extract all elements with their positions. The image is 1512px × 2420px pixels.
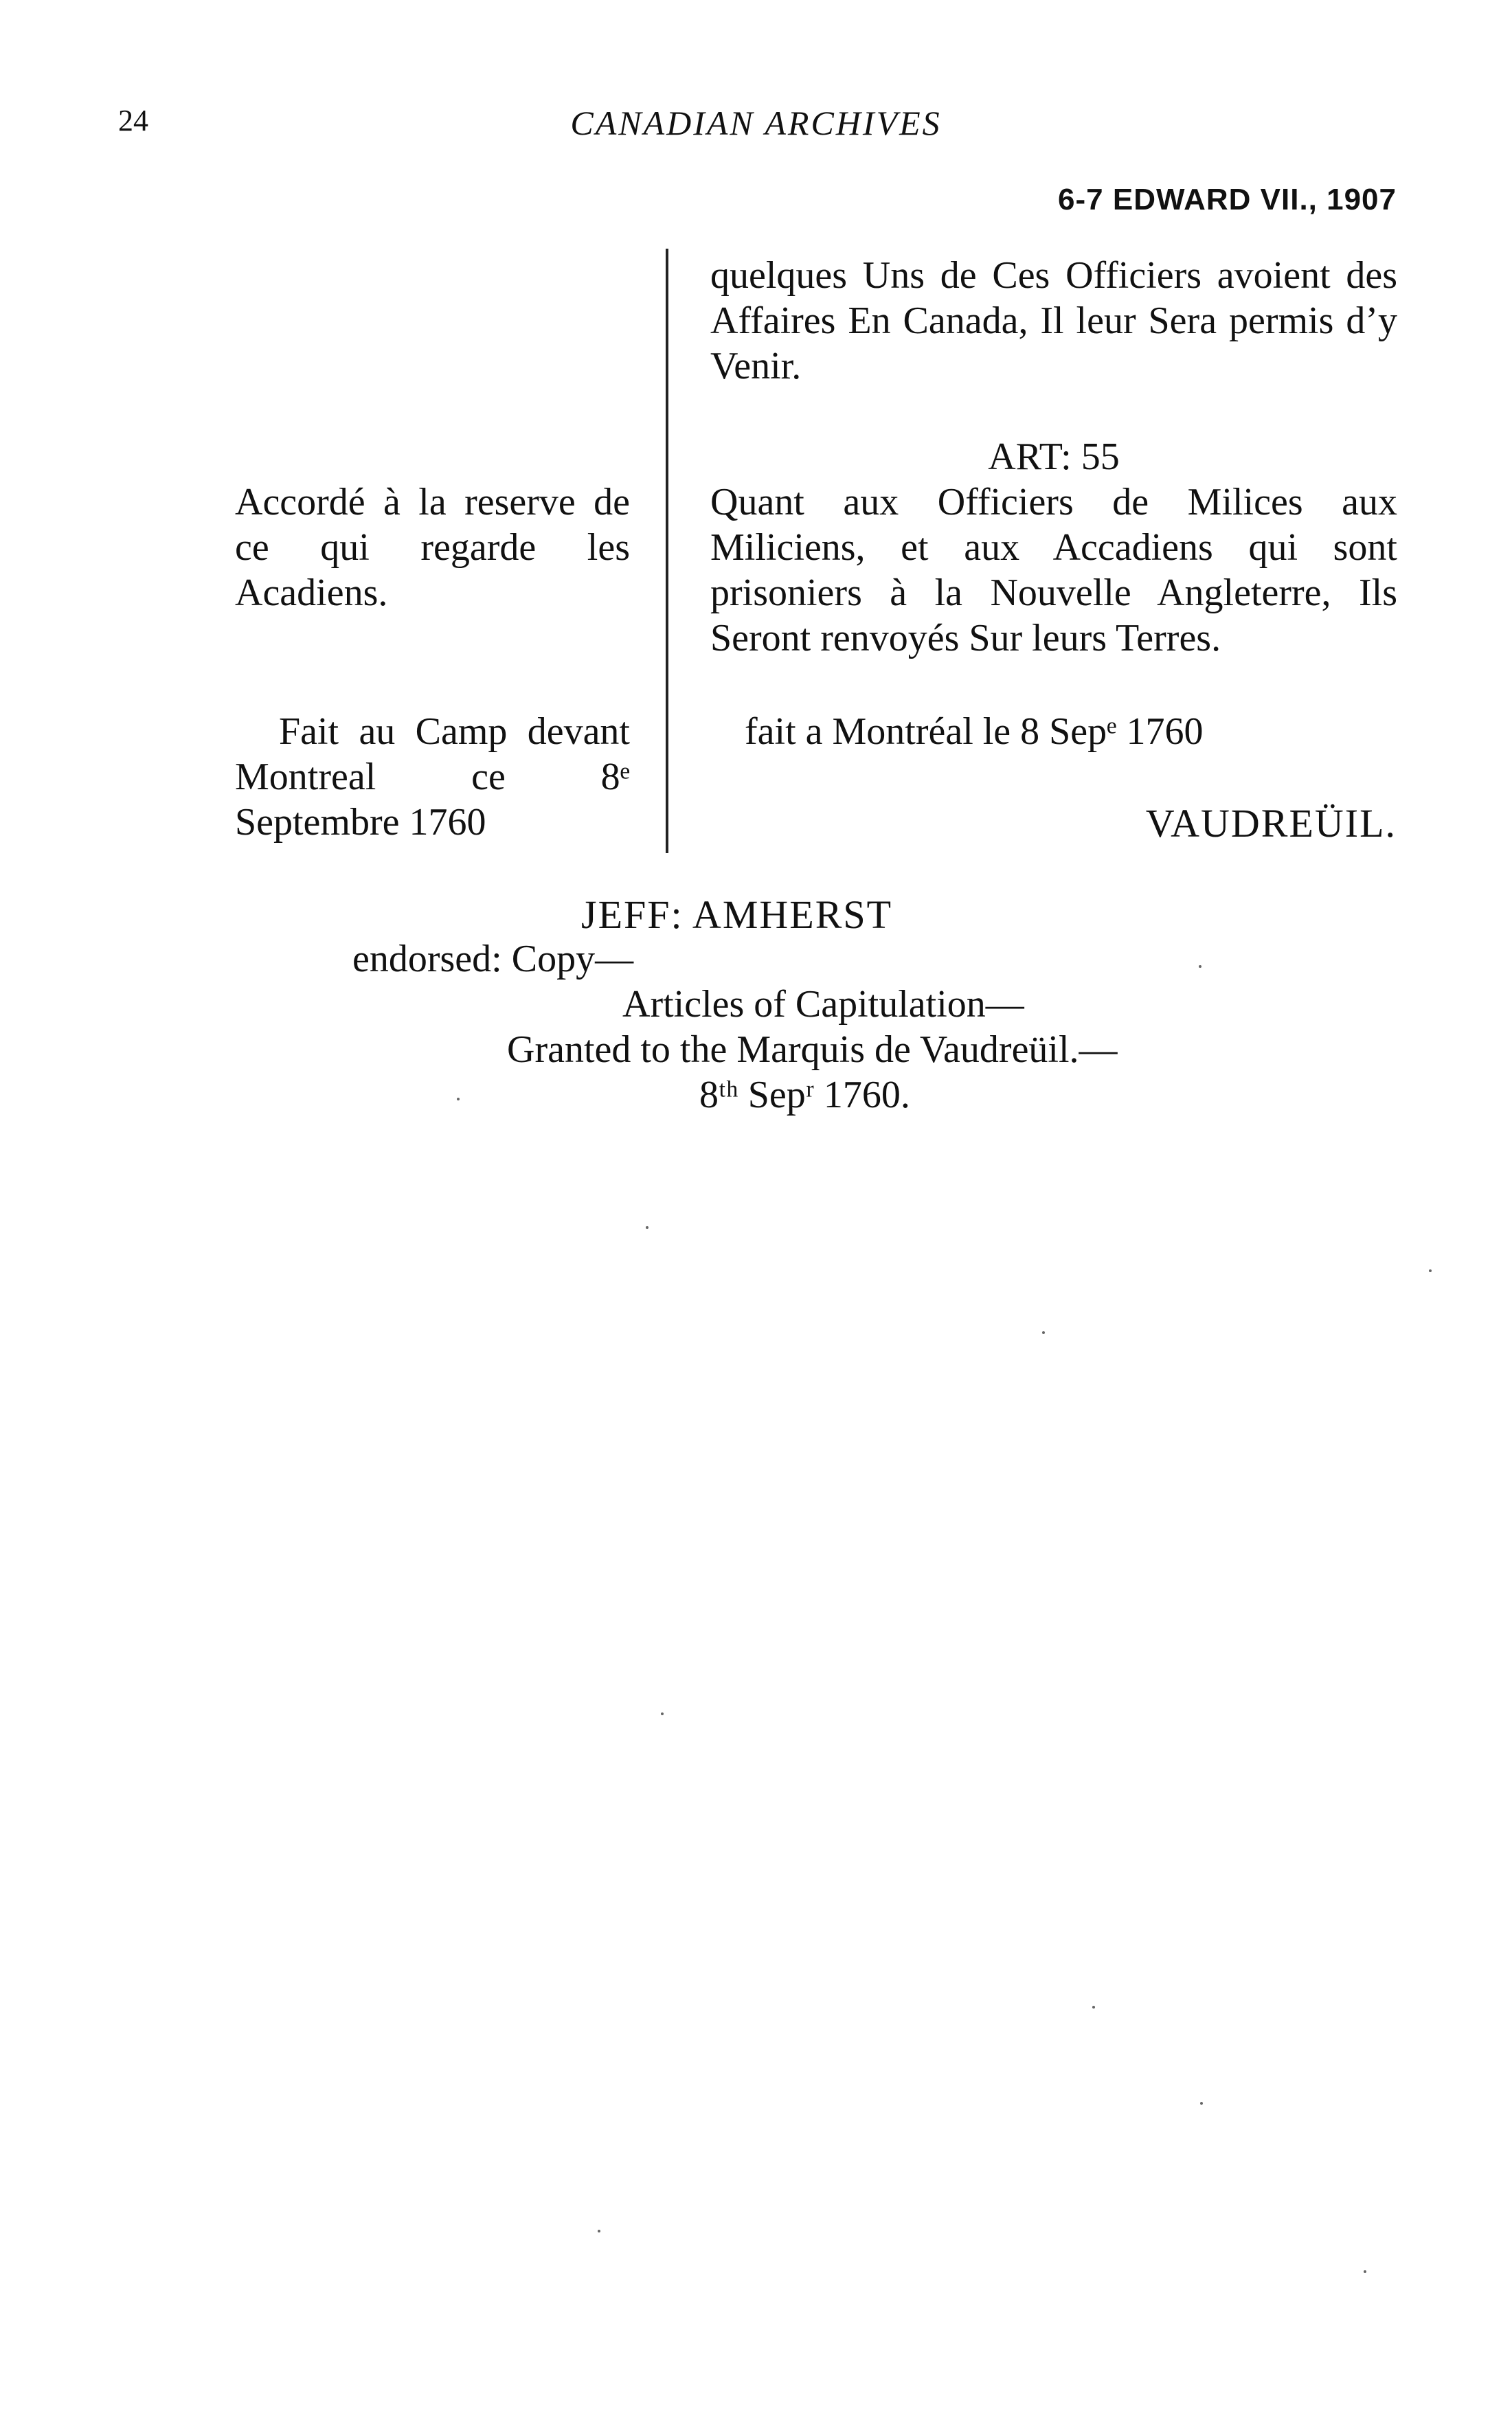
endorsement-label: endorsed: Copy— (352, 938, 634, 980)
article-paragraph: Quant aux Officiers de Milices aux Miliciens, et aux Accadiens qui sont prisoniers à la Nouvelle Angleterre, Ils Seront renvoyés Sur leurs Terres. (710, 481, 1397, 659)
column-divider (666, 249, 668, 853)
article-heading: ART: 55 (988, 436, 1120, 478)
scan-speck (1092, 2006, 1095, 2009)
vaudreuil-signature: VAUDREÜIL. (1145, 801, 1397, 846)
endorsement-line-2: Granted to the Marquis de Vaudreüil.— (507, 1028, 1118, 1071)
margin-response: Accordé à la reserve de ce qui regarde les Acadiens. (235, 481, 630, 614)
scan-speck (1200, 2102, 1203, 2105)
scan-speck (1199, 965, 1201, 968)
running-title: CANADIAN ARCHIVES (570, 104, 942, 142)
page-number: 24 (118, 104, 148, 137)
scan-speck (1042, 1331, 1045, 1334)
scan-speck (661, 1712, 664, 1715)
right-dateline: fait a Montréal le 8 Sepᵉ 1760 (745, 710, 1204, 753)
continuation-paragraph: quelques Uns de Ces Officiers avoient des Affaires En Canada, Il leur Sera permis d’y Venir. (710, 254, 1397, 387)
scan-speck (457, 1098, 460, 1100)
endorsement-line-1: Articles of Capitulation— (622, 983, 1024, 1026)
left-dateline: Fait au Camp devant Montreal ce 8ᵉ Septembre 1760 (235, 710, 630, 844)
session-reference: 6-7 EDWARD VII., 1907 (1058, 183, 1397, 216)
scan-speck (598, 2230, 600, 2232)
amherst-signature: JEFF: AMHERST (581, 892, 893, 937)
scan-speck (1364, 2270, 1366, 2273)
scan-speck (646, 1226, 648, 1229)
endorsement-line-3: 8ᵗʰ Sepʳ 1760. (699, 1074, 910, 1116)
scan-speck (1429, 1269, 1432, 1272)
